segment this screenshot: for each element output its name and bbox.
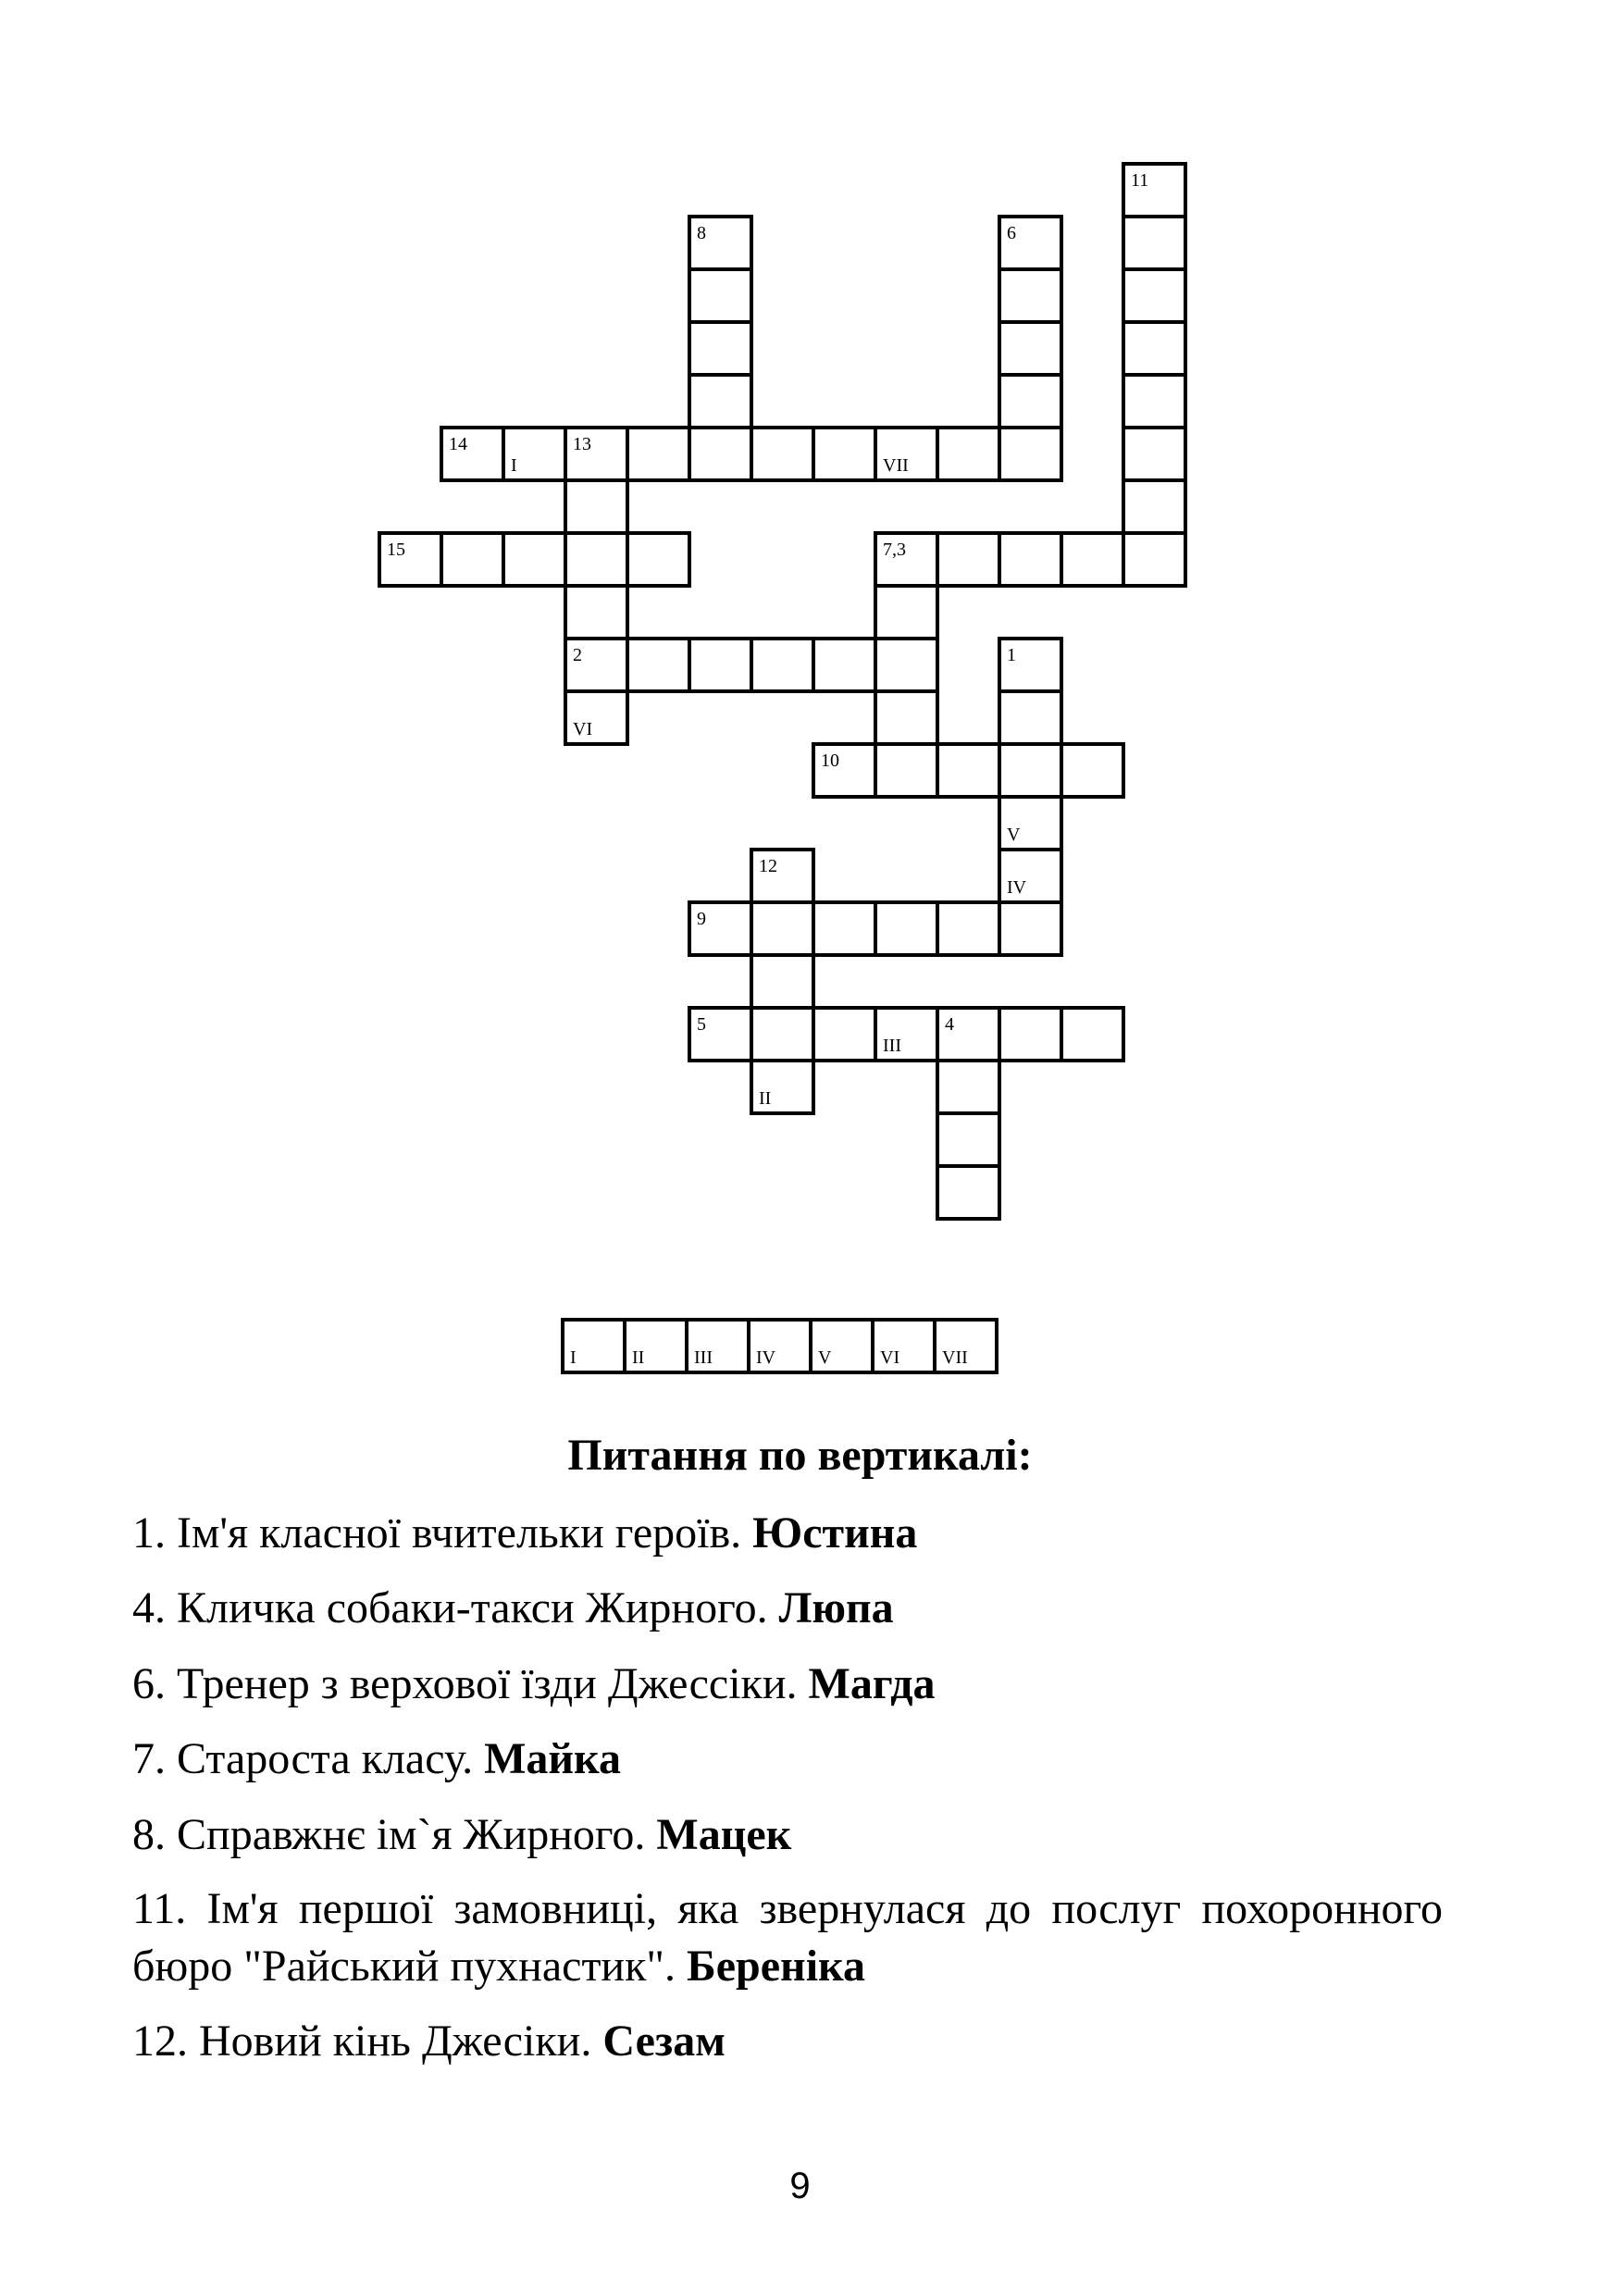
cell-label: I bbox=[511, 455, 517, 476]
clue-4: 4. Кличка собаки-такси Жирного. Люпа bbox=[132, 1583, 894, 1632]
crossword-cell bbox=[1122, 531, 1187, 588]
crossword-cell bbox=[874, 584, 939, 640]
crossword-cell bbox=[874, 689, 939, 746]
crossword-cell bbox=[1122, 478, 1187, 535]
crossword-cell bbox=[750, 1059, 815, 1115]
keyword-cell bbox=[809, 1318, 874, 1374]
cell-label: V bbox=[1007, 825, 1021, 845]
clue-answer: Мацек bbox=[656, 1810, 792, 1859]
keyword-label: IV bbox=[756, 1347, 776, 1368]
crossword-cell bbox=[564, 637, 629, 693]
crossword-cell bbox=[564, 426, 629, 482]
cell-label: 9 bbox=[697, 909, 706, 929]
crossword-cell bbox=[936, 1059, 1001, 1115]
crossword-cell bbox=[750, 426, 815, 482]
crossword-cell bbox=[998, 1006, 1063, 1062]
clue-answer: Люпа bbox=[778, 1583, 894, 1632]
crossword-cell bbox=[874, 742, 939, 799]
keyword-cell bbox=[685, 1318, 750, 1374]
keyword-cell bbox=[747, 1318, 812, 1374]
crossword-cell bbox=[502, 426, 567, 482]
crossword-cell bbox=[936, 1164, 1001, 1221]
crossword-cell bbox=[998, 531, 1063, 588]
crossword-cell bbox=[812, 637, 877, 693]
cell-label: IV bbox=[1007, 877, 1027, 898]
crossword-cell bbox=[688, 320, 753, 377]
cell-label: 12 bbox=[759, 856, 777, 876]
crossword-cell bbox=[1122, 215, 1187, 271]
crossword-cell bbox=[564, 478, 629, 535]
crossword-cell bbox=[564, 689, 629, 746]
clue-6: 6. Тренер з верхової їзди Джессіки. Магда bbox=[132, 1659, 936, 1708]
cell-label: 2 bbox=[573, 645, 582, 665]
crossword-cell bbox=[1122, 373, 1187, 429]
crossword-cell bbox=[688, 900, 753, 957]
crossword-cell bbox=[874, 426, 939, 482]
keyword-label: VII bbox=[942, 1347, 968, 1368]
cell-label: 7,3 bbox=[883, 540, 906, 560]
crossword-cell bbox=[626, 426, 691, 482]
keyword-label: II bbox=[632, 1347, 645, 1368]
crossword-cell bbox=[750, 900, 815, 957]
crossword-cell bbox=[688, 1006, 753, 1062]
page-number: 9 bbox=[789, 2166, 811, 2206]
crossword-cell bbox=[936, 1006, 1001, 1062]
crossword-cell bbox=[440, 531, 505, 588]
crossword-cell bbox=[936, 742, 1001, 799]
crossword-cell bbox=[874, 1006, 939, 1062]
crossword-cell bbox=[688, 426, 753, 482]
cell-label: III bbox=[883, 1036, 901, 1056]
crossword-cell bbox=[812, 1006, 877, 1062]
crossword-cell bbox=[564, 584, 629, 640]
cell-label: 6 bbox=[1007, 223, 1016, 243]
crossword-cell bbox=[750, 848, 815, 904]
crossword-cell bbox=[874, 900, 939, 957]
cell-label: VII bbox=[883, 455, 909, 476]
crossword-cell bbox=[750, 637, 815, 693]
crossword-cell bbox=[750, 1006, 815, 1062]
cell-label: 4 bbox=[945, 1014, 954, 1035]
crossword-cell bbox=[812, 742, 877, 799]
crossword-cell bbox=[1122, 426, 1187, 482]
crossword-cell bbox=[1060, 1006, 1125, 1062]
crossword-cell bbox=[688, 215, 753, 271]
crossword-cell bbox=[1122, 267, 1187, 324]
cell-label: 11 bbox=[1131, 170, 1149, 191]
crossword-cell bbox=[936, 426, 1001, 482]
clue-1: 1. Ім'я класної вчительки героїв. Юстина bbox=[132, 1508, 918, 1558]
crossword-cell bbox=[998, 742, 1063, 799]
keyword-label: III bbox=[694, 1347, 713, 1368]
crossword-cell bbox=[1060, 742, 1125, 799]
crossword-cell bbox=[998, 689, 1063, 746]
clue-8: 8. Справжнє ім`я Жирного. Мацек bbox=[132, 1810, 792, 1859]
keyword-cell bbox=[933, 1318, 998, 1374]
cell-label: 8 bbox=[697, 223, 706, 243]
crossword-cell bbox=[750, 953, 815, 1010]
crossword-cell bbox=[688, 373, 753, 429]
cell-label: 15 bbox=[387, 540, 405, 560]
keyword-cell bbox=[561, 1318, 626, 1374]
keyword-cell bbox=[871, 1318, 936, 1374]
crossword-cell bbox=[1122, 162, 1187, 218]
crossword-cell bbox=[998, 637, 1063, 693]
cell-label: 14 bbox=[449, 434, 467, 454]
section-heading: Питання по вертикалі: bbox=[567, 1431, 1033, 1480]
cell-label: VI bbox=[573, 719, 593, 739]
cell-label: 10 bbox=[821, 751, 839, 771]
crossword-cell bbox=[812, 900, 877, 957]
crossword-cell bbox=[936, 1111, 1001, 1168]
crossword-cell bbox=[998, 215, 1063, 271]
clue-answer: Майка bbox=[484, 1734, 621, 1783]
clue-answer: Сезам bbox=[602, 2017, 726, 2066]
cell-label: 5 bbox=[697, 1014, 706, 1035]
crossword-cell bbox=[378, 531, 443, 588]
crossword-cell bbox=[1122, 320, 1187, 377]
clue-7: 7. Староста класу. Майка bbox=[132, 1734, 621, 1783]
crossword-cell bbox=[998, 373, 1063, 429]
crossword-cell bbox=[936, 900, 1001, 957]
crossword-cell bbox=[998, 848, 1063, 904]
crossword-cell bbox=[440, 426, 505, 482]
crossword-cell bbox=[936, 531, 1001, 588]
clue-answer: Береніка bbox=[687, 1942, 865, 1991]
crossword-cell bbox=[998, 267, 1063, 324]
keyword-label: V bbox=[818, 1347, 832, 1368]
clue-answer: Магда bbox=[808, 1659, 936, 1708]
keyword-label: VI bbox=[880, 1347, 900, 1368]
crossword-cell bbox=[998, 426, 1063, 482]
crossword-cell bbox=[998, 320, 1063, 377]
keyword-label: I bbox=[570, 1347, 577, 1368]
clue-answer: Юстина bbox=[752, 1508, 918, 1558]
cell-label: 13 bbox=[573, 434, 591, 454]
crossword-cell bbox=[874, 637, 939, 693]
crossword-cell bbox=[502, 531, 567, 588]
crossword-cell bbox=[874, 531, 939, 588]
keyword-cell bbox=[623, 1318, 688, 1374]
clue-12: 12. Новий кінь Джесіки. Сезам bbox=[132, 2017, 726, 2066]
crossword-cell bbox=[564, 531, 629, 588]
crossword-cell bbox=[998, 900, 1063, 957]
crossword-cell bbox=[688, 267, 753, 324]
crossword-cell bbox=[1060, 531, 1125, 588]
crossword-cell bbox=[626, 531, 691, 588]
cell-label: 1 bbox=[1007, 645, 1016, 665]
cell-label: II bbox=[759, 1088, 772, 1109]
crossword-cell bbox=[998, 795, 1063, 851]
crossword-cell bbox=[688, 637, 753, 693]
crossword-cell bbox=[626, 637, 691, 693]
crossword-cell bbox=[812, 426, 877, 482]
clue-11: 11. Ім'я першої замовниці, яка звернулася до послуг похоронного бюро "Райський пухнастик". Береніка bbox=[132, 1884, 1443, 1991]
